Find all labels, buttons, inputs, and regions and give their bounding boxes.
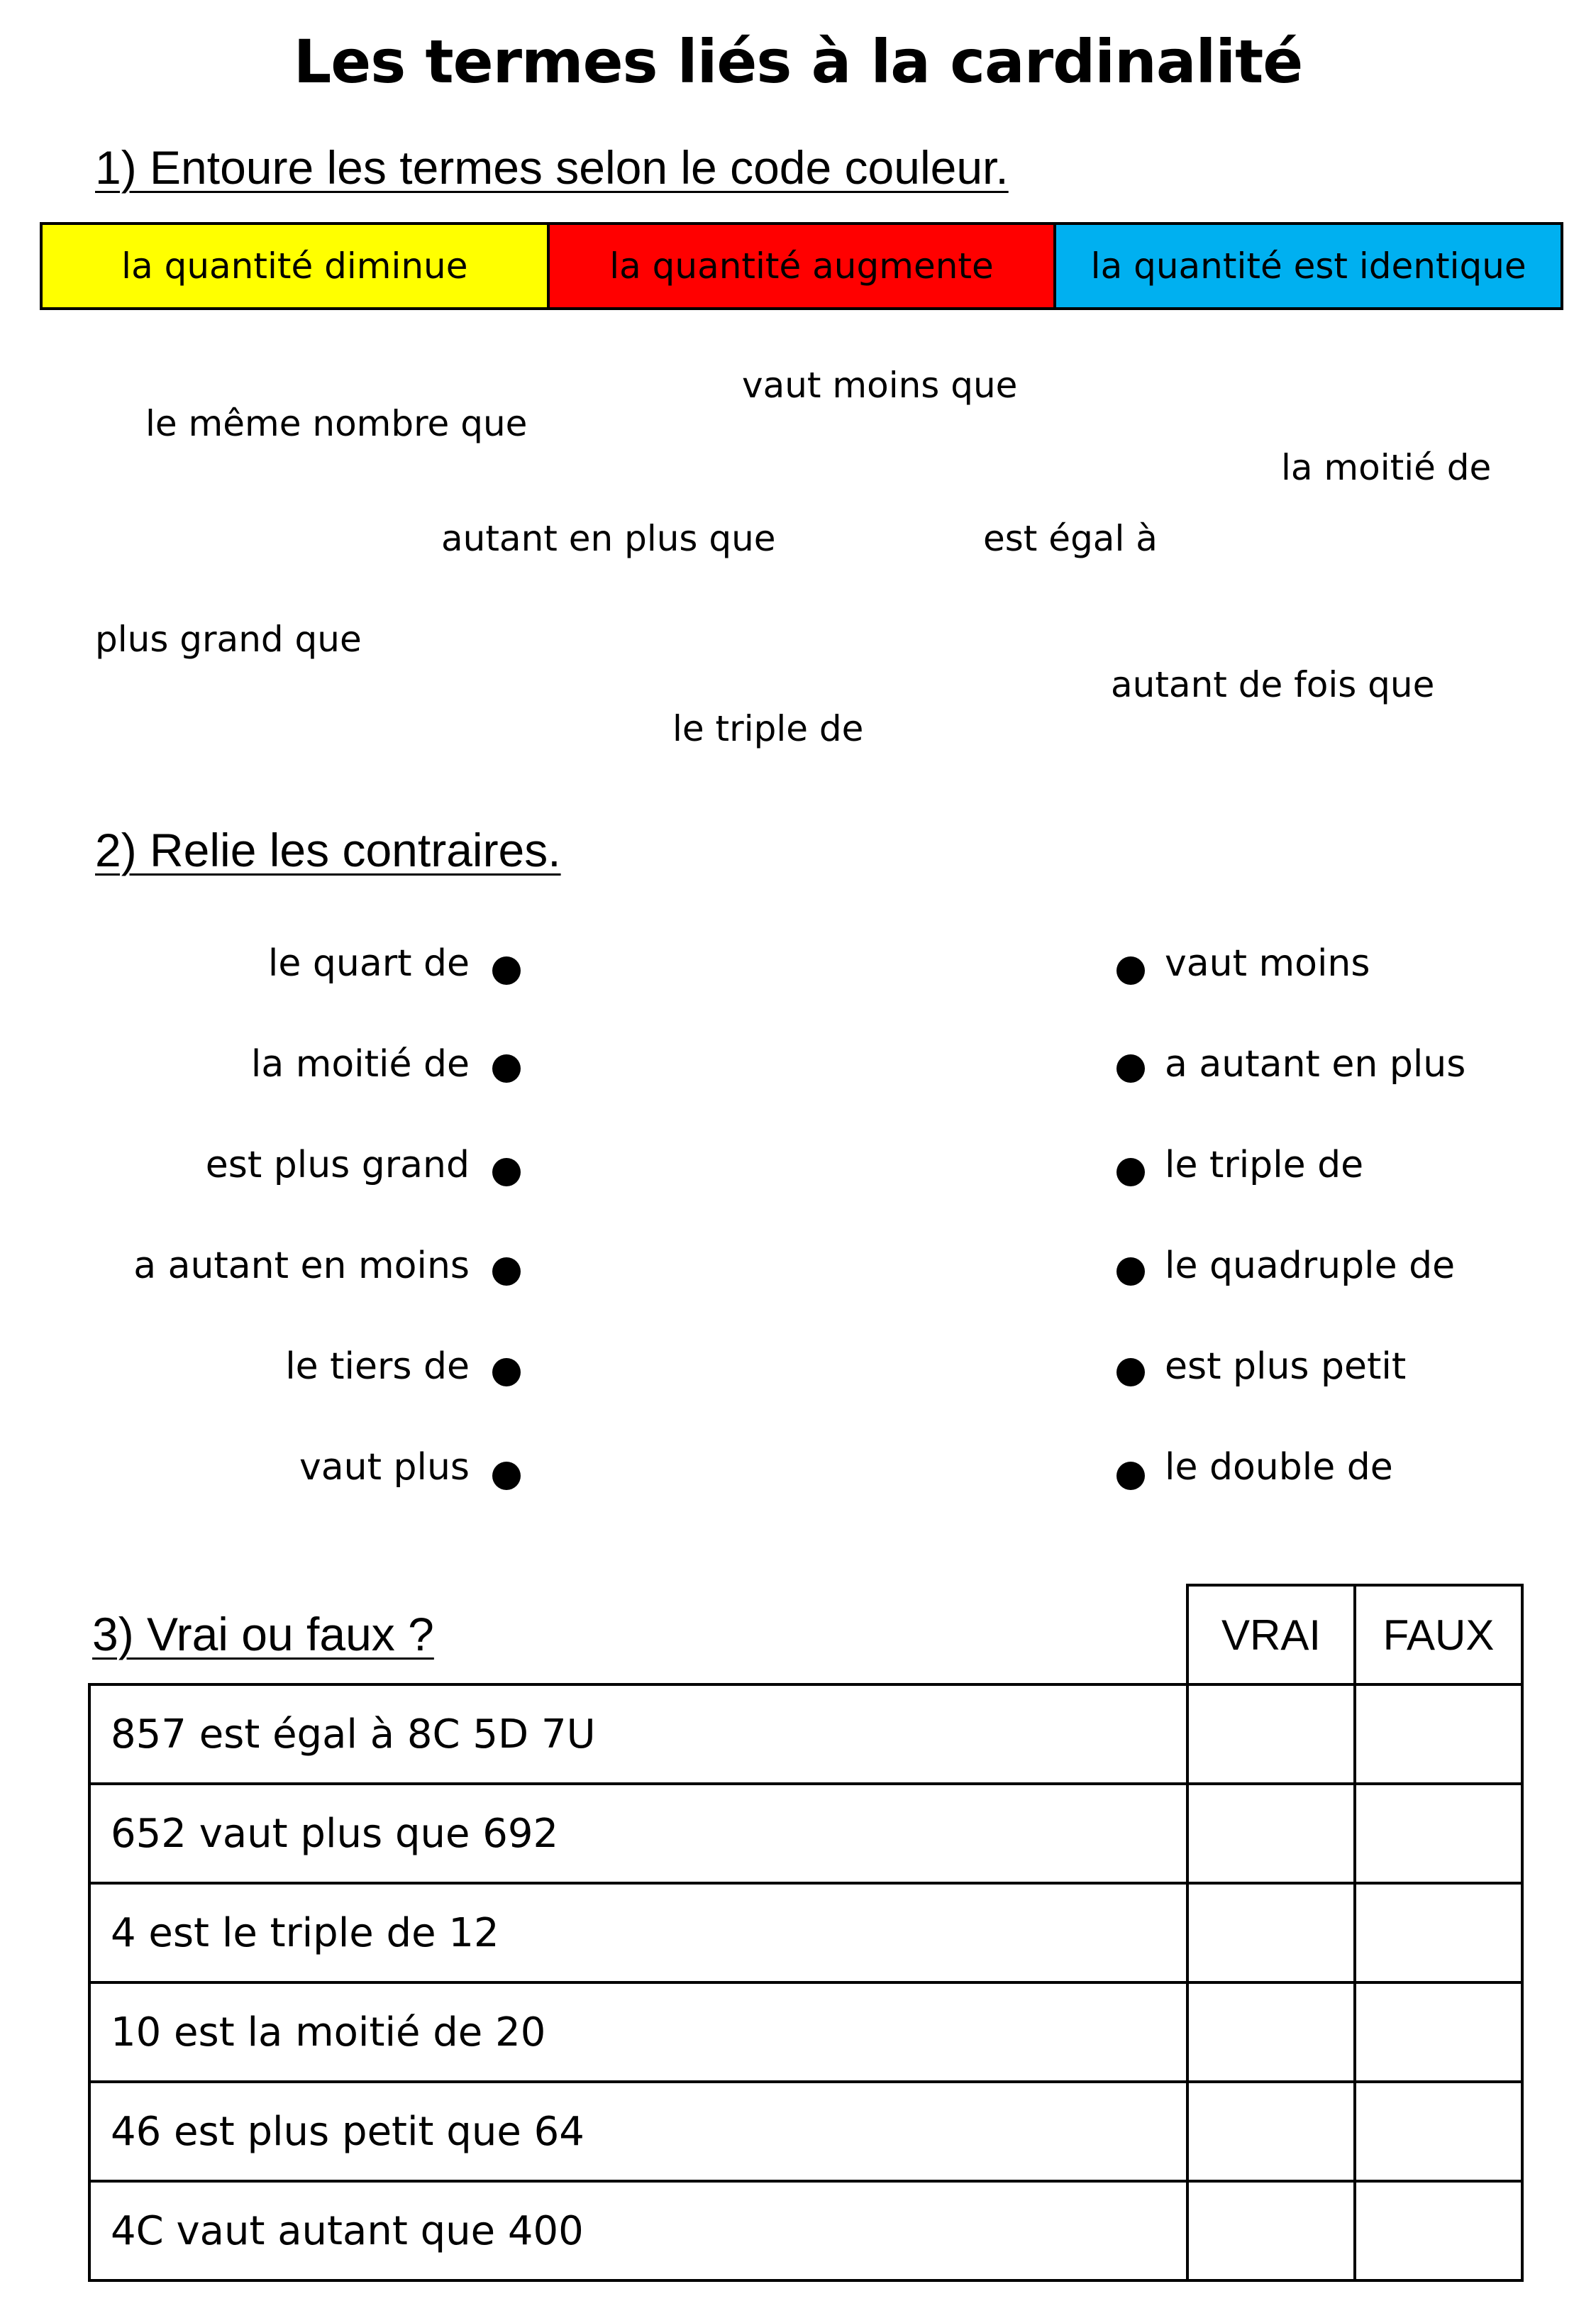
table-row [89, 2181, 1522, 2280]
table-row [89, 1684, 1522, 1784]
section3-heading: 3) Vrai ou faux ? [92, 1608, 434, 1660]
legend-identical: la quantité est identique [1056, 225, 1561, 307]
term[interactable]: le même nombre que [145, 403, 528, 444]
left-item: est plus grand [205, 1144, 470, 1186]
left-item: la moitié de [250, 1043, 470, 1086]
right-connect-dot[interactable] [1116, 956, 1145, 985]
true-cell[interactable] [1187, 2181, 1355, 2280]
color-code-legend [40, 222, 1563, 310]
false-cell[interactable] [1355, 1684, 1522, 1784]
true-cell[interactable] [1187, 1784, 1355, 1883]
right-connect-dot[interactable] [1116, 1358, 1145, 1386]
section2-heading: 2) Relie les contraires. [95, 824, 561, 876]
legend-increase: la quantité augmente [550, 225, 1057, 307]
left-connect-dot[interactable] [492, 1054, 521, 1083]
left-item: vaut plus [299, 1446, 470, 1489]
statement: 4C vaut autant que 400 [89, 2181, 1187, 2280]
statement: 857 est égal à 8C 5D 7U [89, 1684, 1187, 1784]
section1-heading: 1) Entoure les termes selon le code couleur. [95, 141, 1009, 194]
false-cell[interactable] [1355, 2181, 1522, 2280]
table-row [89, 2082, 1522, 2181]
term[interactable]: plus grand que [95, 619, 362, 660]
statement: 46 est plus petit que 64 [89, 2082, 1187, 2181]
right-item: est plus petit [1165, 1345, 1407, 1388]
false-cell[interactable] [1355, 1883, 1522, 1982]
table-header-row [89, 1585, 1522, 1684]
term[interactable]: la moitié de [1281, 447, 1492, 488]
term[interactable]: le triple de [672, 708, 864, 749]
left-item: le tiers de [285, 1345, 470, 1388]
term[interactable]: est égal à [983, 518, 1158, 559]
right-item: vaut moins [1165, 942, 1370, 985]
true-cell[interactable] [1187, 1684, 1355, 1784]
left-item: a autant en moins [133, 1245, 470, 1287]
term[interactable]: vaut moins que [742, 365, 1018, 406]
true-cell[interactable] [1187, 2082, 1355, 2181]
right-item: le triple de [1165, 1144, 1364, 1186]
table-row [89, 1784, 1522, 1883]
left-item: le quart de [267, 942, 470, 985]
left-connect-dot[interactable] [492, 1358, 521, 1386]
right-connect-dot[interactable] [1116, 1054, 1145, 1083]
true-cell[interactable] [1187, 1883, 1355, 1982]
left-connect-dot[interactable] [492, 1158, 521, 1186]
table-row [89, 1982, 1522, 2082]
true-cell[interactable] [1187, 1982, 1355, 2082]
legend-decrease: la quantité diminue [43, 225, 550, 307]
term[interactable]: autant en plus que [441, 518, 776, 559]
true-false-table [88, 1584, 1524, 2282]
false-cell[interactable] [1355, 1784, 1522, 1883]
right-item: le quadruple de [1165, 1245, 1456, 1287]
right-connect-dot[interactable] [1116, 1257, 1145, 1286]
right-item: le double de [1165, 1446, 1393, 1489]
false-cell[interactable] [1355, 2082, 1522, 2181]
left-connect-dot[interactable] [492, 1462, 521, 1490]
table-header-blank [89, 1585, 1187, 1684]
right-connect-dot[interactable] [1116, 1462, 1145, 1490]
column-header-true: VRAI [1187, 1585, 1355, 1684]
false-cell[interactable] [1355, 1982, 1522, 2082]
right-connect-dot[interactable] [1116, 1158, 1145, 1186]
page-title: Les termes liés à la cardinalité [293, 27, 1303, 96]
statement: 10 est la moitié de 20 [89, 1982, 1187, 2082]
term[interactable]: autant de fois que [1111, 664, 1435, 705]
left-connect-dot[interactable] [492, 1257, 521, 1286]
statement: 4 est le triple de 12 [89, 1883, 1187, 1982]
right-item: a autant en plus [1165, 1043, 1466, 1086]
table-row [89, 1883, 1522, 1982]
statement: 652 vaut plus que 692 [89, 1784, 1187, 1883]
column-header-false: FAUX [1355, 1585, 1522, 1684]
left-connect-dot[interactable] [492, 956, 521, 985]
